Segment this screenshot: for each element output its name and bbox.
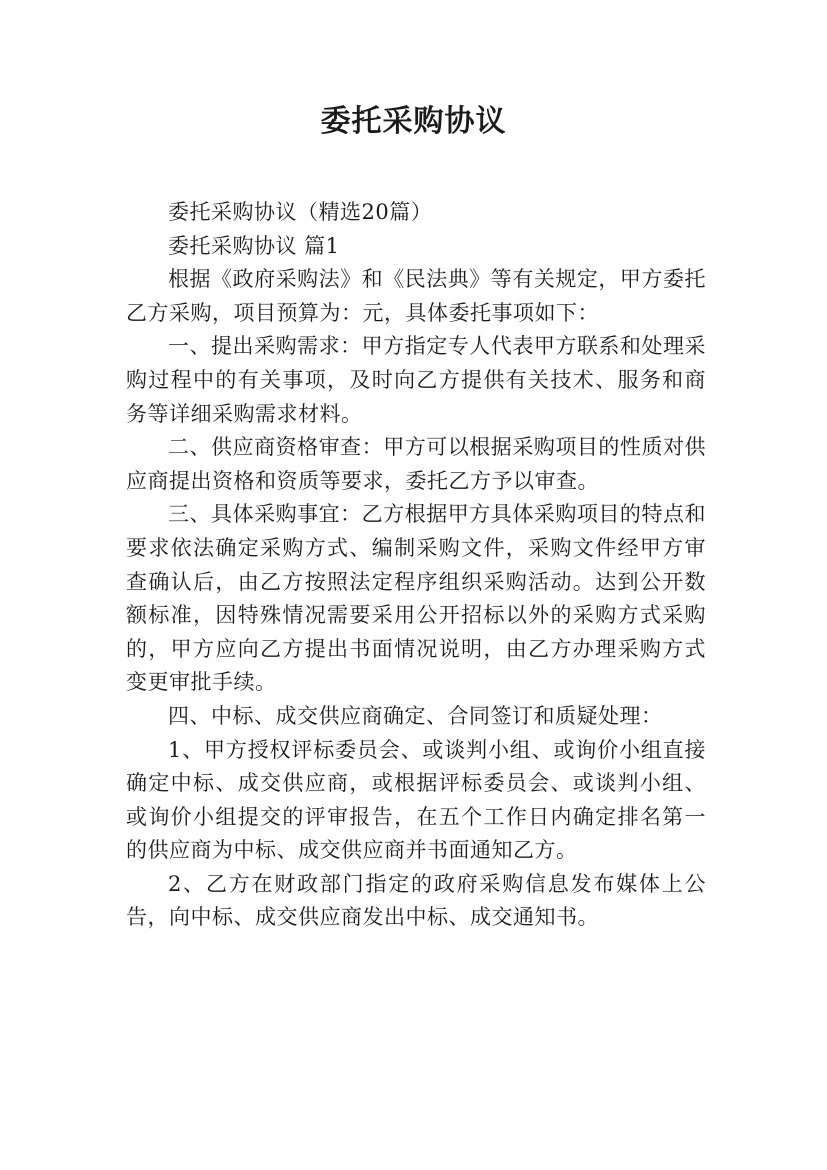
paragraph-article-heading: 委托采购协议 篇1 <box>168 233 340 258</box>
document-title: 委托采购协议 <box>320 104 507 139</box>
paragraph-clause-3: 三、具体采购事宜：乙方根据甲方具体采购项目的特点和要求依法确定采购方式、编制采购文件，采购文件经甲方审查确认后，由乙方按照法定程序组织采购活动。达到公开数额标准，因特殊情况需要采用公开招标以外的采购方式采购的，甲方应向乙方提出书面情况说明，由乙方办理采购方式变更审批手续。 <box>126 502 706 695</box>
paragraph-clause-2: 二、供应商资格审查：甲方可以根据采购项目的性质对供应商提出资格和资质等要求，委托乙方予以审查。 <box>126 435 706 493</box>
paragraph-intro: 根据《政府采购法》和《民法典》等有关规定，甲方委托乙方采购，项目预算为：元，具体委托事项如下： <box>126 267 706 325</box>
paragraph-clause-4-item-2: 2、乙方在财政部门指定的政府采购信息发布媒体上公告，向中标、成交供应商发出中标、成交通知书。 <box>126 871 706 930</box>
paragraph-clause-4-item-1: 1、甲方授权评标委员会、或谈判小组、或询价小组直接确定中标、成交供应商，或根据评标委员会、或谈判小组、或询价小组提交的评审报告，在五个工作日内确定排名第一的供应商为中标、成交供应商并书面通知乙方。 <box>126 737 706 863</box>
document-body <box>126 196 706 935</box>
paragraph-clause-4: 四、中标、成交供应商确定、合同签订和质疑处理： <box>168 703 663 728</box>
paragraph-collection-title: 委托采购协议（精选20篇） <box>168 200 433 224</box>
paragraph-clause-1: 一、提出采购需求：甲方指定专人代表甲方联系和处理采购过程中的有关事项，及时向乙方提供有关技术、服务和商务等详细采购需求材料。 <box>126 334 706 426</box>
